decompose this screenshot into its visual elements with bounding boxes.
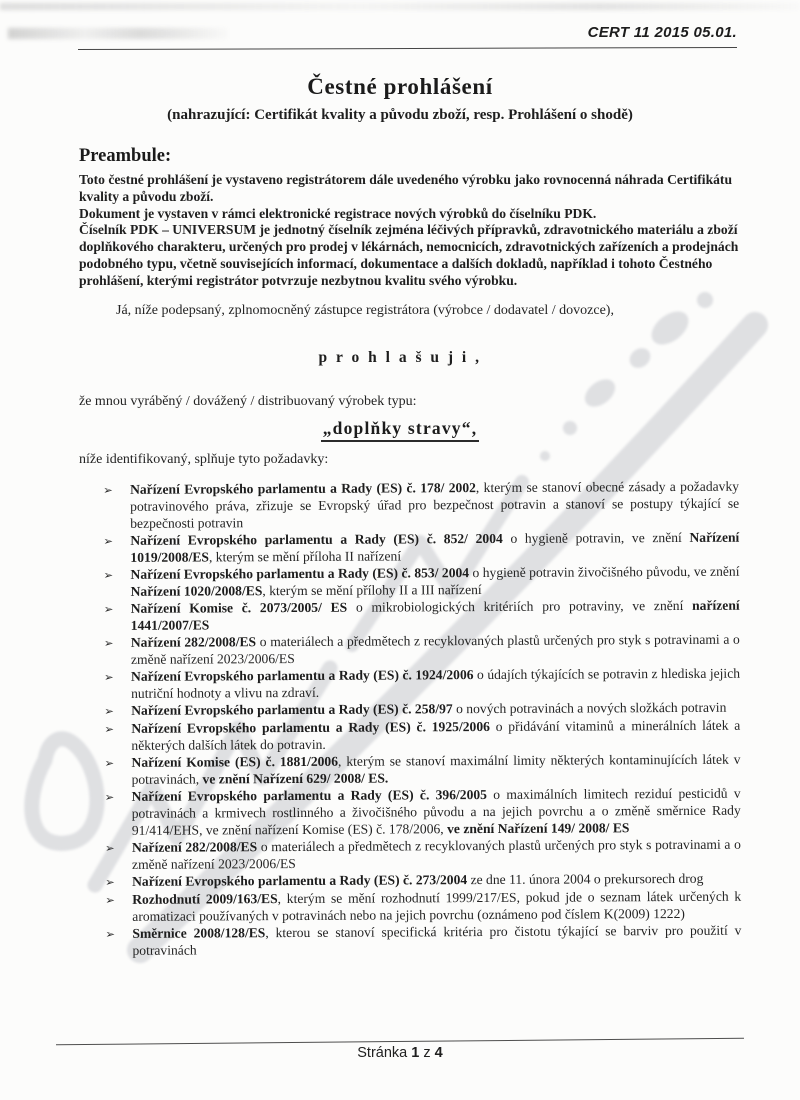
preamble-section	[79, 146, 741, 290]
requirement-text: Nařízení Evropského parlamentu a Rady (ES) č. 852/ 2004 o hygieně potravin, ve znění Nařízení 1019/2008/ES, kterým se mění příloha II nařízení	[130, 529, 740, 565]
requirements-list	[103, 478, 741, 959]
document-subtitle: (nahrazující: Certifikát kvality a původu zboží, resp. Prohlášení o shodě)	[167, 107, 633, 123]
arrow-bullet-icon: ➢	[105, 892, 115, 907]
arrow-bullet-icon: ➢	[103, 669, 114, 684]
arrow-bullet-icon: ➢	[104, 721, 114, 736]
preamble-heading: Preambule:	[79, 146, 172, 166]
requirement-text: Směrnice 2008/128/ES, kterou se stanoví specifická kritéria pro čistotu týkající se barviv pro použití v potravinách	[132, 922, 742, 958]
requirement-text: Nařízení Evropského parlamentu a Rady (ES) č. 178/ 2002, kterým se stanoví obecné zásady a požadavky potravinového práva, zřizuje se Evropský úřad pro bezpečnost potravin a stanoví se postupy týkající se bezpečnosti potravin	[130, 478, 740, 531]
requirement-item	[105, 888, 741, 925]
requirement-text: Nařízení 282/2008/ES o materiálech a předmětech z recyklovaných plastů určených pro styk s potravinami a o změně nařízení 2023/2006/ES	[130, 631, 740, 667]
scan-smudge-artifact	[8, 28, 228, 39]
arrow-bullet-icon: ➢	[103, 567, 114, 582]
requirement-text: Nařízení Evropského parlamentu a Rady (ES) č. 1925/2006 o přidávání vitaminů a minerálních látek a některých dalších látek do potravin.	[131, 717, 741, 753]
requirement-item	[104, 717, 740, 754]
header-rule	[78, 47, 737, 50]
declarant-intro-line: Já, níže podepsaný, zplnomocněný zástupce registrátora (výrobce / dodavatel / dovozce),	[116, 303, 614, 318]
requirement-item	[104, 597, 740, 634]
arrow-bullet-icon: ➢	[103, 601, 114, 616]
requirement-text: Nařízení Evropského parlamentu a Rady (ES) č. 273/2004 ze dne 11. února 2004 o prekursorech drog	[132, 870, 704, 889]
requirement-item	[105, 922, 741, 959]
requirement-text: Nařízení Komise (ES) č. 1881/2006, kterým se stanoví maximální limity některých kontaminujících látek v potravinách, ve znění Nařízení 629/ 2008/ ES.	[131, 751, 741, 787]
arrow-bullet-icon: ➢	[104, 755, 115, 770]
preamble-paragraph: Dokument je vystaven v rámci elektronické registrace nových výrobků do číselníku PDK.	[79, 205, 597, 221]
document-reference-code: CERT 11 2015 05.01.	[587, 24, 737, 41]
requirement-text: Rozhodnutí 2009/163/ES, kterým se mění rozhodnutí 1999/217/ES, pokud jde o seznam látek určených k aromatizaci používaných v potravinách nebo na jejich povrchu (oznámeno pod číslem K(2009) 1222)	[132, 888, 742, 924]
product-intro-line: že mnou vyráběný / dovážený / distribuovaný výrobek typu:	[79, 394, 417, 409]
arrow-bullet-icon: ➢	[104, 789, 115, 804]
arrow-bullet-icon: ➢	[103, 533, 113, 548]
requirement-item	[105, 785, 741, 839]
document-title: Čestné prohlášení	[307, 74, 493, 99]
requirement-item	[105, 836, 741, 873]
product-type-highlighted: „doplňky stravy“,	[321, 418, 480, 442]
requirement-item	[104, 751, 740, 788]
preamble-paragraph: Toto čestné prohlášení je vystaveno registrátorem dále uvedeného výrobku jako rovnocenná náhrada Certifikátu kvality a původu zboží.	[79, 172, 733, 204]
requirement-item	[104, 665, 740, 702]
requirement-text: Nařízení 282/2008/ES o materiálech a předmětech z recyklovaných plastů určených pro styk s potravinami a o změně nařízení 2023/2006/ES	[131, 836, 741, 872]
declaration-verb: p r o h l a š u j i ,	[318, 349, 482, 366]
page-number-label: Stránka 1 z 4	[357, 1045, 443, 1061]
arrow-bullet-icon: ➢	[105, 874, 115, 889]
arrow-bullet-icon: ➢	[104, 840, 115, 855]
requirement-text: Nařízení Evropského parlamentu a Rady (ES) č. 396/2005 o maximálních limitech reziduí pesticidů v potravinách a krmivech rostlinného a živočišného původu a na jejich povrchu a o změně směrnice Rady 91/414/EHS, ve znění nařízení Komise (ES) č. 178/2006, ve znění Nařízení 149/ 2008/ ES	[131, 785, 741, 838]
requirement-item	[103, 478, 739, 532]
scan-streak-artifact	[0, 3, 800, 10]
requirement-text: Nařízení Evropského parlamentu a Rady (ES) č. 1924/2006 o údajích týkajících se potravin z hlediska jejich nutriční hodnoty a vlivu na zdraví.	[130, 665, 741, 701]
preamble-paragraph: Číselník PDK – UNIVERSUM je jednotný číselník zejména léčivých přípravků, zdravotnického materiálu a zboží doplňkového charakteru, určených pro prodej v lékárnách, nemocnicích, zdravotnických zařízeních a prodejnách podobného typu, včetně souvisejících informací, dokumentace a dalších dokladů, například i tohoto Čestného prohlášení, kterými registrátor potvrzuje nezbytnou kvalitu svého výrobku.	[79, 222, 739, 288]
arrow-bullet-icon: ➢	[103, 482, 113, 497]
requirement-item	[103, 563, 739, 600]
arrow-bullet-icon: ➢	[105, 926, 116, 941]
arrow-bullet-icon: ➢	[103, 635, 114, 650]
requirements-intro-line: níže identifikovaný, splňuje tyto požadavky:	[79, 452, 329, 467]
requirement-text: Nařízení Komise č. 2073/2005/ ES o mikrobiologických kritériích pro potraviny, ve znění nařízení 1441/2007/ES	[130, 597, 740, 633]
requirement-item	[103, 529, 739, 566]
requirement-text: Nařízení Evropského parlamentu a Rady (ES) č. 258/97 o nových potravinách a nových složkách potravin	[131, 699, 727, 718]
product-type-row	[0, 418, 800, 442]
arrow-bullet-icon: ➢	[104, 703, 114, 718]
requirement-item	[104, 631, 740, 668]
requirement-text: Nařízení Evropského parlamentu a Rady (ES) č. 853/ 2004 o hygieně potravin živočišného původu, ve znění Nařízení 1020/2008/ES, kterým se mění přílohy II a III nařízení	[130, 563, 740, 599]
